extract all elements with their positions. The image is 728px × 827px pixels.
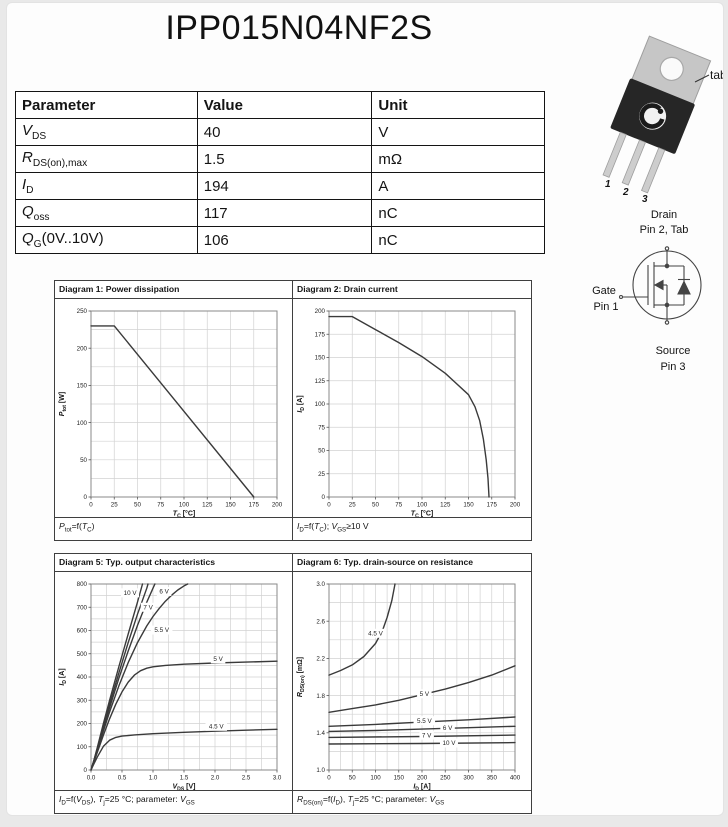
svg-text:3.0: 3.0 [272, 774, 282, 782]
chart-caption: $I_D=f(T_C)$; $V_{GS}\ge 10$ V [293, 517, 531, 540]
diagram-1-cell [55, 281, 293, 540]
svg-text:700: 700 [76, 604, 87, 612]
svg-text:150: 150 [76, 382, 87, 390]
svg-text:2.2: 2.2 [316, 655, 325, 663]
svg-text:100: 100 [76, 743, 87, 751]
svg-text:6 V: 6 V [159, 588, 169, 596]
param-cell: $Q_G(0V..10V)$ [16, 227, 198, 254]
svg-text:1.0: 1.0 [148, 774, 158, 782]
datasheet-page [6, 2, 727, 816]
svg-text:125: 125 [202, 501, 213, 509]
svg-text:200: 200 [76, 720, 87, 728]
svg-text:100: 100 [370, 774, 381, 782]
source-terminal [665, 321, 668, 324]
table-row [16, 227, 545, 254]
drain-label: Drain [650, 209, 678, 221]
package-pin [603, 132, 626, 177]
drain-terminal [665, 247, 668, 250]
param-cell: $R_{DS(on),max}$ [16, 146, 198, 173]
unit-cell: A [372, 173, 545, 200]
chart-title: Diagram 1: Power dissipation [55, 281, 292, 299]
unit-cell: nC [372, 200, 545, 227]
svg-text:200: 200 [509, 501, 521, 509]
mosfet-symbol [620, 247, 702, 324]
svg-text:7 V: 7 V [421, 732, 432, 740]
svg-text:4.5 V: 4.5 V [368, 630, 383, 638]
svg-text:2.0: 2.0 [210, 774, 220, 782]
param-cell: $Q_{oss}$ [16, 200, 198, 227]
svg-text:ID [A]: $I_D$ [A] [413, 783, 431, 790]
svg-text:0.0: 0.0 [86, 774, 96, 782]
gate-terminal [620, 296, 623, 299]
svg-text:175: 175 [248, 501, 259, 509]
package-drawing [597, 35, 727, 203]
chart-canvas-d1 [55, 299, 292, 517]
svg-text:200: 200 [314, 308, 325, 316]
pin-number-label: 3 [642, 194, 648, 203]
gate-label: Gate [592, 285, 616, 297]
svg-text:200: 200 [271, 501, 283, 509]
unit-cell: V [372, 119, 545, 146]
chart-caption: $P_{tot}=f(T_C)$ [55, 517, 292, 540]
unit-cell: nC [372, 227, 545, 254]
diagram-2-cell [293, 281, 531, 540]
svg-text:25: 25 [110, 501, 118, 509]
svg-text:50: 50 [134, 501, 141, 509]
drain-pin-label: Pin 2, Tab [639, 224, 689, 236]
svg-text:0: 0 [321, 494, 325, 502]
chart-caption: $I_D=f(V_{DS})$, $T_j=25$ °C; parameter: $V_{GS}$ [55, 790, 292, 813]
svg-text:7 V: 7 V [143, 604, 153, 612]
svg-text:5.5 V: 5.5 V [154, 627, 170, 635]
svg-text:1.4: 1.4 [316, 730, 325, 737]
circuit-symbol [585, 205, 724, 383]
table-row [16, 200, 545, 227]
source-pin-label: Pin 3 [660, 361, 686, 373]
svg-text:0: 0 [327, 774, 331, 782]
diagram-6-cell [293, 554, 531, 813]
svg-text:75: 75 [395, 501, 403, 509]
svg-text:50: 50 [318, 447, 325, 455]
param-cell: $I_D$ [16, 173, 198, 200]
svg-text:125: 125 [440, 501, 451, 509]
svg-text:5 V: 5 V [213, 656, 223, 664]
svg-text:6 V: 6 V [442, 724, 453, 732]
svg-text:400: 400 [76, 674, 87, 682]
svg-text:0.5: 0.5 [117, 774, 127, 782]
drain-junction-dot [665, 264, 669, 268]
svg-text:0: 0 [83, 494, 87, 502]
svg-text:50: 50 [80, 457, 87, 464]
col-header-parameter: Parameter [16, 92, 198, 119]
svg-text:ID [A]: $I_D$ [A] [297, 395, 306, 413]
svg-text:0: 0 [89, 501, 93, 509]
chart-canvas-d6 [293, 572, 531, 790]
svg-text:10 V: 10 V [123, 590, 137, 598]
page-title: IPP015N04NF2S [165, 9, 433, 47]
svg-text:600: 600 [76, 627, 87, 635]
svg-text:VDS [V]: $V_{DS}$ [V] [172, 783, 196, 790]
svg-text:ID [A]: $I_D$ [A] [59, 668, 68, 686]
value-cell: 117 [197, 200, 372, 227]
gate-pin-label: Pin 1 [593, 301, 619, 313]
svg-text:200: 200 [76, 345, 87, 353]
svg-text:250: 250 [440, 774, 451, 782]
value-cell: 40 [197, 119, 372, 146]
svg-text:800: 800 [76, 581, 87, 589]
svg-text:150: 150 [314, 354, 325, 362]
tab-label: tab [710, 68, 727, 82]
svg-text:400: 400 [509, 774, 521, 782]
body-diode [678, 282, 690, 295]
table-row [16, 119, 545, 146]
svg-text:125: 125 [314, 377, 325, 385]
svg-text:1.5: 1.5 [179, 774, 189, 782]
package-pin [622, 140, 645, 185]
svg-text:350: 350 [486, 774, 497, 782]
svg-text:5 V: 5 V [419, 690, 430, 698]
svg-text:2.6: 2.6 [316, 618, 325, 626]
svg-text:0: 0 [327, 501, 331, 509]
svg-text:3.0: 3.0 [316, 581, 325, 589]
table-row [16, 173, 545, 200]
source-label: Source [655, 345, 691, 357]
pin-number-label: 1 [605, 179, 611, 190]
svg-text:150: 150 [463, 501, 474, 509]
col-header-value: Value [197, 92, 372, 119]
svg-text:RDS(on) [mΩ]: $R_{DS(on)}$ [mΩ] [297, 656, 306, 698]
value-cell: 194 [197, 173, 372, 200]
svg-text:50: 50 [372, 501, 379, 509]
value-cell: 1.5 [197, 146, 372, 173]
parameter-table [15, 91, 545, 254]
svg-text:150: 150 [225, 501, 236, 509]
svg-text:Ptot [W]: $P_{tot}$ [W] [59, 391, 68, 417]
col-header-unit: Unit [372, 92, 545, 119]
svg-text:5.5 V: 5.5 V [416, 717, 432, 725]
svg-text:75: 75 [157, 501, 165, 509]
svg-text:500: 500 [76, 650, 87, 658]
chart-title: Diagram 5: Typ. output characteristics [55, 554, 292, 572]
chart-canvas-d5 [55, 572, 292, 790]
diagram-table-5-6 [54, 553, 532, 814]
svg-text:2.5: 2.5 [241, 774, 251, 782]
svg-text:100: 100 [76, 419, 87, 427]
svg-text:10 V: 10 V [442, 740, 456, 748]
svg-text:25: 25 [318, 470, 325, 478]
pin-number-label: 2 [623, 187, 629, 198]
svg-text:100: 100 [178, 501, 190, 509]
chart-title: Diagram 6: Typ. drain-source on resistance [293, 554, 531, 572]
svg-text:4.5 V: 4.5 V [208, 723, 224, 731]
svg-text:TC [°C]: $T_C$ [°C] [172, 510, 196, 517]
svg-text:100: 100 [416, 501, 428, 509]
chart-title: Diagram 2: Drain current [293, 281, 531, 299]
svg-text:1.8: 1.8 [316, 692, 325, 700]
svg-text:25: 25 [348, 501, 356, 509]
diagram-5-cell [55, 554, 293, 813]
svg-text:200: 200 [416, 774, 428, 782]
svg-text:250: 250 [76, 308, 87, 316]
svg-text:175: 175 [314, 331, 325, 339]
source-junction-dot [665, 303, 669, 307]
svg-text:175: 175 [486, 501, 497, 509]
svg-text:150: 150 [393, 774, 404, 782]
svg-text:100: 100 [314, 401, 325, 409]
value-cell: 106 [197, 227, 372, 254]
unit-cell: mΩ [372, 146, 545, 173]
table-header-row [16, 92, 545, 119]
diagram-table-1-2 [54, 280, 532, 541]
svg-text:0: 0 [83, 767, 87, 775]
svg-text:50: 50 [348, 774, 356, 782]
package-body-group [597, 35, 712, 197]
body-arrow [655, 281, 663, 290]
svg-text:300: 300 [463, 774, 474, 782]
chart-caption: $R_{DS(on)}=f(I_D)$, $T_j=25$ °C; parameter: $V_{GS}$ [293, 790, 531, 813]
svg-text:300: 300 [76, 697, 87, 705]
svg-text:75: 75 [318, 424, 325, 432]
svg-text:1.0: 1.0 [316, 767, 325, 775]
svg-text:TC [°C]: $T_C$ [°C] [410, 510, 434, 517]
param-cell: $V_{DS}$ [16, 119, 198, 146]
table-row [16, 146, 545, 173]
package-pin [642, 148, 665, 193]
chart-canvas-d2 [293, 299, 531, 517]
